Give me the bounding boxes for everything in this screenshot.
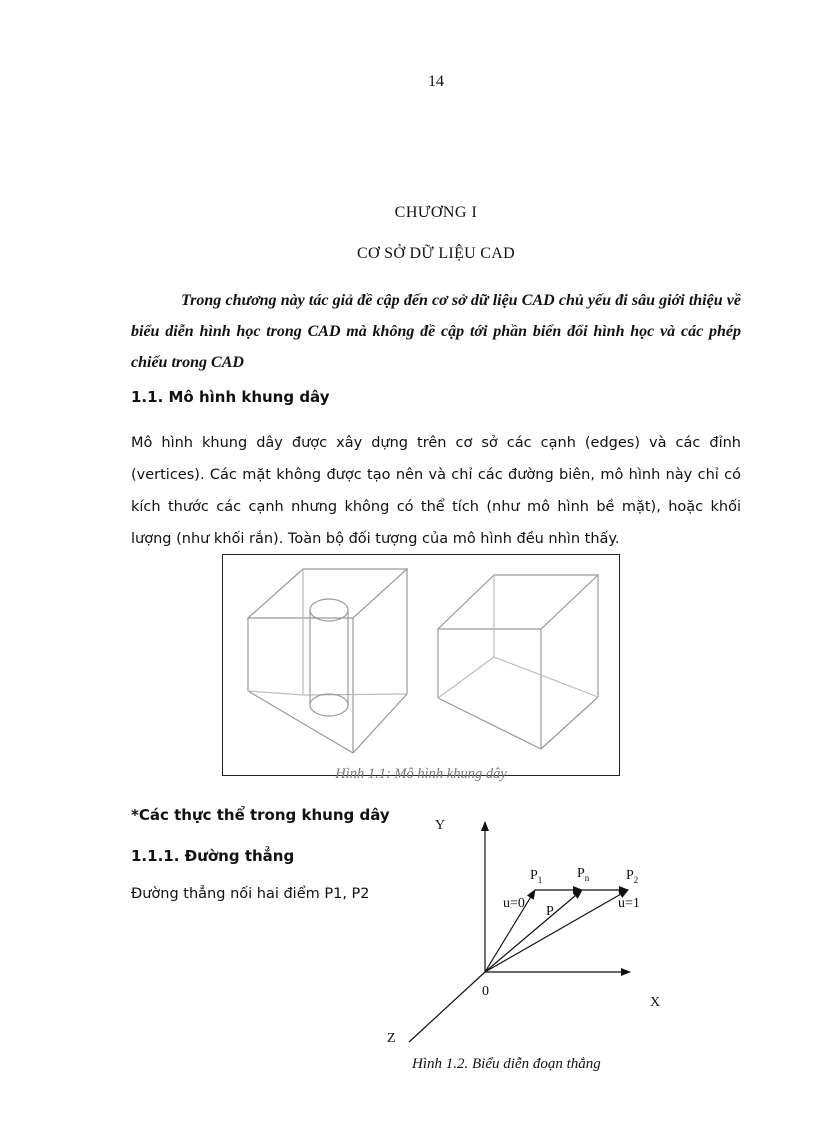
section-heading: 1.1. Mô hình khung dây [131, 388, 330, 406]
chapter-intro-text: Trong chương này tác giả đề cập đến cơ sở dữ liệu CAD chủ yếu đi sâu giới thiệu về biểu diễn hình học trong CAD mà không đề cập tới phần biến đổi hình học và các phép chiếu trong CAD [131, 292, 741, 371]
z-axis [409, 972, 485, 1042]
figure-1-2 [375, 812, 675, 1062]
section-paragraph: Mô hình khung dây được xây dựng trên cơ sở các cạnh (edges) và các đỉnh (vertices). Các mặt không được tạo nên và chỉ các đường biên, mô hình này chỉ có kích thước các cạnh nhưng không có thể tích (như mô hình bề mặt), hoặc khối lượng (như khối rắn). Toàn bộ đối tượng của mô hình đều nhìn thấy. [131, 435, 741, 547]
u0-label: u=0 [503, 896, 525, 911]
u1-label: u=1 [618, 896, 640, 911]
wireframe-cube-with-hole [248, 569, 407, 753]
chapter-intro [131, 285, 741, 378]
x-axis-label: X [650, 995, 661, 1010]
chapter-title: CƠ SỞ DỮ LIỆU CAD [357, 245, 515, 262]
wireframe-cube [438, 575, 598, 749]
z-axis-label: Z [387, 1031, 396, 1046]
chapter-label: CHƯƠNG I [394, 204, 478, 221]
p2-label: $P_2$ [626, 868, 639, 885]
figure-1-1 [222, 554, 620, 776]
line-description: Đường thẳng nối hai điểm P1, P2 [131, 886, 370, 902]
line-segment-diagram [375, 812, 675, 1057]
figure-1-1-caption: Hình 1.1: Mô hình khung dây [335, 766, 507, 782]
entities-heading: *Các thực thể trong khung dây [131, 806, 390, 824]
p-label: P [546, 904, 554, 919]
figure-1-2-caption: Hình 1.2. Biểu diễn đoạn thẳng [412, 1056, 601, 1072]
subsection-heading: 1.1.1. Đường thẳng [131, 847, 295, 865]
wireframe-models-drawing [223, 555, 619, 775]
y-axis-label: Y [435, 818, 446, 833]
pn-label: $P_n$ [577, 866, 590, 883]
vector-pn [485, 890, 582, 972]
page-number: 14 [428, 73, 444, 90]
p1-label: $P_1$ [530, 868, 543, 885]
origin-label: 0 [482, 984, 489, 999]
